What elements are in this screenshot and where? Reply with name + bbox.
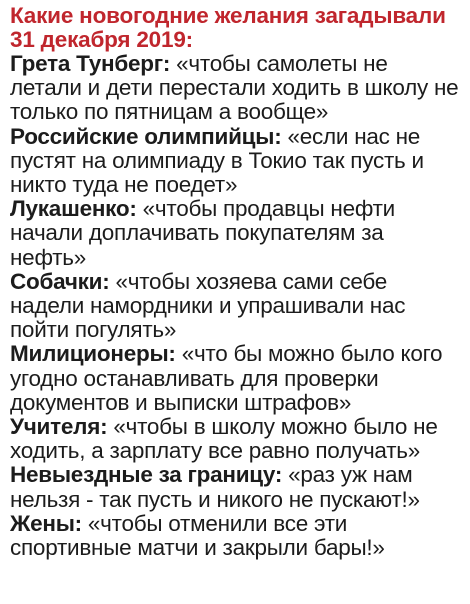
wish-text: «чтобы хозяева сами себе надели намордники и упрашивали нас пойти погулять» <box>10 268 406 343</box>
wish-text: «чтобы в школу можно было не ходить, а зарплату все равно получать» <box>10 414 438 464</box>
wish-entry-dogs <box>10 270 460 343</box>
wish-text: «раз уж нам нельзя - так пусть и никого не пускают!» <box>10 462 420 512</box>
wishes-list <box>10 52 460 560</box>
wish-entry-olympians <box>10 125 460 198</box>
wish-entry-lukashenko <box>10 197 460 270</box>
wish-text: «что бы можно было кого угодно останавливать для проверки документов и выписки штрафов» <box>10 341 443 415</box>
wish-author: Жены: <box>10 510 82 536</box>
wish-text: «чтобы самолеты не летали и дети перестали ходить в школу не только по пятницам а вообще» <box>10 51 459 125</box>
wish-entry-non-travelers <box>10 463 460 511</box>
wish-text: «чтобы отменили все эти спортивные матчи и закрыли бары!» <box>10 510 385 561</box>
wish-author: Милиционеры: <box>10 341 176 367</box>
wish-entry-wives <box>10 512 460 560</box>
wish-author: Учителя: <box>10 414 108 440</box>
wish-author: Собачки: <box>10 268 110 294</box>
page-title: Какие новогодние желания загадывали 31 декабря 2019: <box>10 3 446 52</box>
wish-author: Невыездные за границу: <box>10 462 283 488</box>
wish-text: «чтобы продавцы нефти начали доплачивать покупателям за нефть» <box>10 196 395 270</box>
wish-text: «если нас не пустят на олимпиаду в Токио так пусть и никто туда не поедет» <box>10 123 424 198</box>
wish-entry-police <box>10 342 460 415</box>
wish-author: Российские олимпийцы: <box>10 123 282 149</box>
wish-entry-teachers <box>10 415 460 463</box>
wish-entry-greta <box>10 52 460 125</box>
wish-author: Лукашенко: <box>10 196 137 222</box>
wish-author: Грета Тунберг: <box>10 51 171 76</box>
